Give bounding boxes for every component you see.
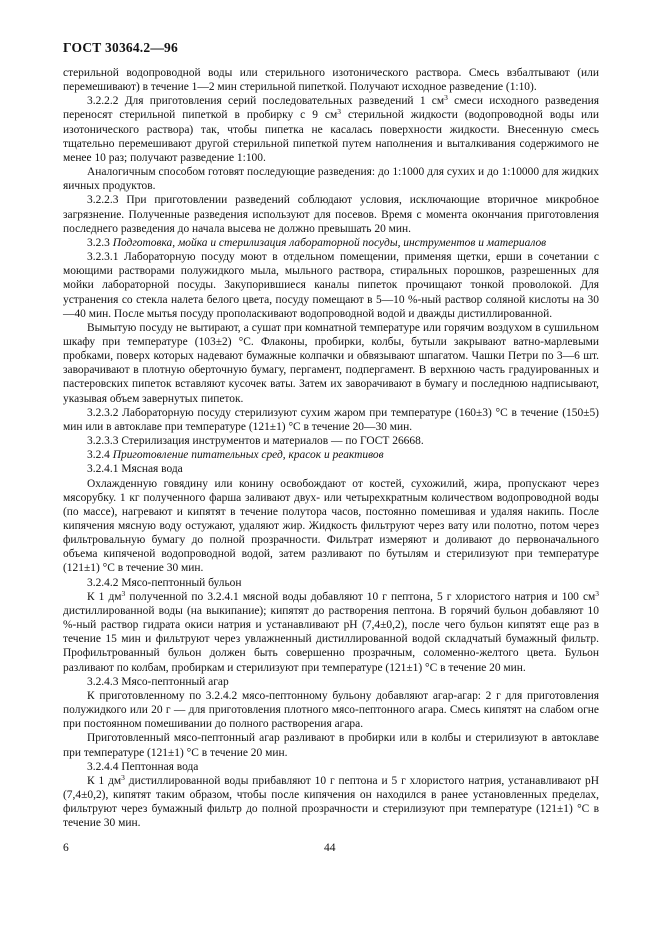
section-title: Подготовка, мойка и стерилизация лабораторной посуды, инструментов и материалов [112, 236, 547, 249]
page-number-left: 6 [63, 842, 69, 854]
subsection-heading: 3.2.4.3 Мясо-пептонный агар [87, 675, 229, 688]
section-number: 3.2.4 [87, 449, 113, 462]
paragraph [63, 774, 599, 831]
subsection-heading: 3.2.4.2 Мясо-пептонный бульон [87, 576, 242, 589]
section-number: 3.2.3 [87, 236, 113, 249]
superscript: 3 [444, 93, 448, 103]
paragraph: 3.2.3.2 Лабораторную посуду стерилизуют сухим жаром при температуре (160±3) °С в течение (150±5) мин или в автоклаве при температуре (121±1) °С в течение 20—30 мин. [63, 406, 599, 433]
paragraph: стерильной водопроводной воды или стерильного изотонического раствора. Смесь взбалтывают (или перемешивают) в течение 1—2 мин стерильной пипеткой. Получают исходное разведение (1:10). [63, 67, 599, 94]
paragraph: Приготовленный мясо-пептонный агар разливают в пробирки или в колбы и стерилизуют в автоклаве при температуре (121±1) °С в течение 20 мин. [63, 732, 599, 759]
superscript: 3 [337, 107, 341, 117]
paragraph: 3.2.3.1 Лабораторную посуду моют в отдельном помещении, применяя щетки, ерши в сочетании с моющими растворами полужидкого мыла, мыльного раствора, стиральных порошков, разрешенных для мойки лабораторной посуды. Закупорившиеся каналы пипеток прочищают тонкой проволокой. Для устранения со стекла налета белого цвета, посуду помещают в 5—10 %-ный раствор соляной кислоты на 30—40 мин. После мытья посуду прополаскивают водопроводной водой и дважды дистиллированной. [63, 251, 599, 320]
paragraph: Охлажденную говядину или конину освобождают от костей, сухожилий, жира, пропускают через мясорубку. 1 кг полученного фарша заливают двух- или четырехкратным количеством водопроводной воды (по массе), нагревают и кипятят в течение полутора часов, постоянно помешивая и удаляя накипь. После кипячения мясную воду остужают, удаляют жир. Жидкость фильтруют через вату или полотно, потом через фильтровальную бумагу до полной прозрачности. Фильтрат измеряют и доливают до первоначального объема кипяченой водопроводной водой, затем разливают по бутылям и стерилизуют при температуре (121±1) °С в течение 30 мин. [63, 477, 599, 575]
superscript: 3 [121, 588, 126, 598]
section-title: Приготовление питательных сред, красок и реактивов [112, 449, 384, 462]
section-heading [63, 448, 599, 462]
subsection-heading: 3.2.4.4 Пептонная вода [87, 760, 199, 773]
paragraph: 3.2.3.3 Стерилизация инструментов и материалов — по ГОСТ 26668. [87, 435, 424, 448]
text-run: К 1 дм [87, 590, 122, 603]
text-run: дистиллированной воды (на выкипание); кипятят до растворения пептона. В горячий бульон добавляют 10 %-ный раствор гидрата окиси натрия и устанавливают pH (7,4±0,2), после чего бульон кипятят еще раз в течение 15 мин и фильтруют через увлажненный дистиллированной водой складчатый бумажный фильтр. Профильтрованный бульон должен быть совершенно прозрачным, соломенно-желтого цвета. Бульон разливают по колбам, пробиркам и стерилизуют при температуре (121±1) °С в течение 20 мин. [63, 604, 599, 674]
standard-header: ГОСТ 30364.2—96 [63, 40, 178, 55]
text-run: смеси исходного разведения переносят стерильной пипеткой в пробирку с 9 см [63, 95, 599, 122]
superscript: 3 [121, 772, 125, 782]
paragraph: Аналогичным способом готовят последующие разведения: до 1:1000 для сухих и до 1:10000 для жидких яичных продуктов. [63, 166, 599, 193]
page-number-center: 44 [324, 842, 336, 854]
paragraph [63, 590, 599, 675]
paragraph: Вымытую посуду не вытирают, а сушат при комнатной температуре или горячим воздухом в сушильном шкафу при температуре (103±2) °С. Флаконы, пробирки, колбы, бутыли закрывают ватно-марлевыми пробками, поверх которых надевают бумажные колпачки и обвязывают шпагатом. Чашки Петри по 3—6 шт. заворачивают в плотную оберточную бумагу, пергамент, подпергамент. В верхнюю часть градуированных и пастеровских пипеток вставляют кусочек ваты. Затем их заворачивают в бумагу и последнюю надписывают, указывая объем завернутых пипеток. [63, 321, 599, 405]
text-run: стерильной жидкости (водопроводной воды или изотонического раствора) так, чтобы пипетка не касалась поверхности жидкости. Внесенную смесь тщательно перемешивают другой стерильной пипеткой путем наполнения и выталкивания содержимого не менее 10 раз; получают разведение 1:100. [63, 109, 600, 164]
paragraph: К приготовленному по 3.2.4.2 мясо-пептонному бульону добавляют агар-агар: 2 г для приготовления полужидкого или 20 г — для приготовления плотного мясо-пептонного агара. Смесь кипятят на слабом огне при постоянном помешивании до полного растворения агара. [63, 689, 599, 731]
superscript: 3 [595, 588, 600, 598]
paragraph: 3.2.2.3 При приготовлении разведений соблюдают условия, исключающие вторичное микробное загрязнение. Полученные разведения используют для посевов. Время с момента окончания приготовления последнего разведения до начала высева не должно превышать 20 мин. [63, 194, 599, 235]
paragraph [63, 94, 599, 165]
section-heading [63, 236, 599, 250]
subsection-heading: 3.2.4.1 Мясная вода [87, 463, 183, 476]
document-body [63, 66, 599, 830]
text-run: 3.2.2.2 Для приготовления серий последовательных разведений 1 см [87, 95, 445, 108]
text-run: К 1 дм [87, 774, 122, 787]
text-run: дистиллированной воды прибавляют 10 г пептона и 5 г хлористого натрия, устанавливают pH (7,4±0,2), кипятят таким образом, чтобы после кипячения он находился в ранее установленных пределах, фильтруют через бумажный фильтр до полной прозрачности и стерилизуют при температуре (121±1) °С в течение 30 мин. [63, 774, 600, 830]
text-run: полученной по 3.2.4.1 мясной воды добавляют 10 г пептона, 5 г хлористого натрия и 100 см [125, 590, 596, 603]
